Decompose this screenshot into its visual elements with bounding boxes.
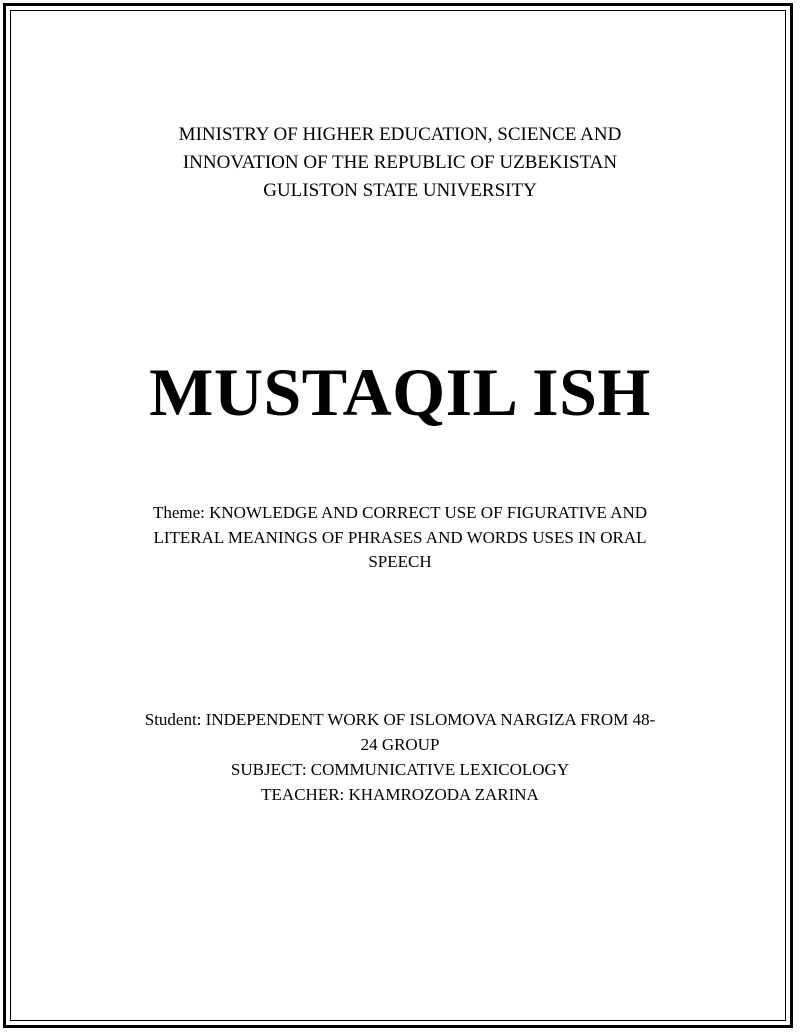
theme-line-3: SPEECH (368, 552, 432, 571)
student-line-1: Student: INDEPENDENT WORK OF ISLOMOVA NARGIZA FROM 48- (144, 710, 656, 729)
institution-header (0, 121, 800, 205)
author-info-block (0, 707, 800, 807)
university-name: GULISTON STATE UNIVERSITY (263, 180, 537, 201)
ministry-line-2: INNOVATION OF THE REPUBLIC OF UZBEKISTAN (182, 152, 618, 173)
document-title: MUSTAQIL ISH (149, 354, 651, 430)
subject-line: SUBJECT: COMMUNICATIVE LEXICOLOGY (230, 760, 570, 779)
student-line-2: 24 GROUP (360, 735, 440, 754)
teacher-line: TEACHER: KHAMROZODA ZARINA (261, 785, 539, 804)
theme-line-1: Theme: KNOWLEDGE AND CORRECT USE OF FIGURATIVE AND (152, 503, 648, 522)
theme-block (0, 501, 800, 575)
theme-line-2: LITERAL MEANINGS OF PHRASES AND WORDS USES IN ORAL (153, 527, 647, 547)
ministry-line-1: MINISTRY OF HIGHER EDUCATION, SCIENCE AND (178, 124, 622, 145)
